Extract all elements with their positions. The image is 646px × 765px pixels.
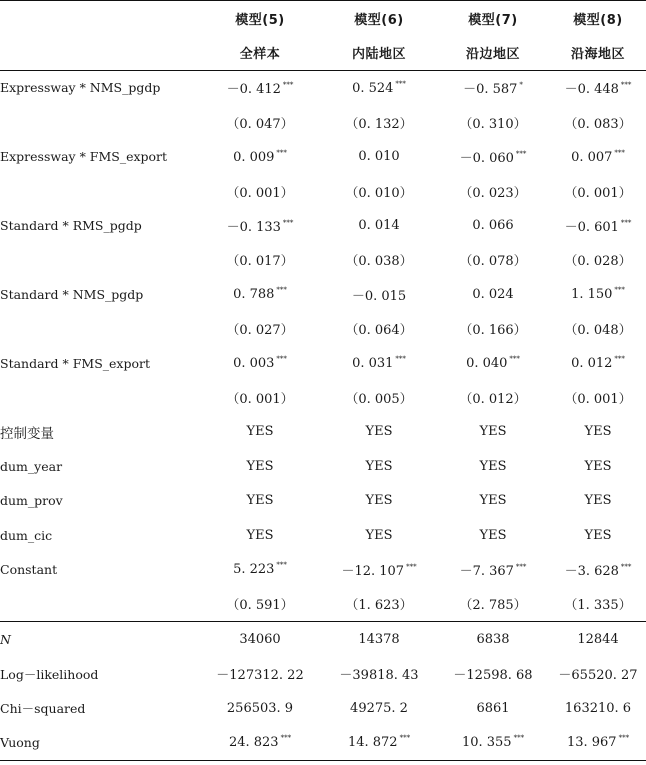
table-cell xyxy=(198,552,322,586)
significance-stars: *** xyxy=(614,355,625,364)
table-cell xyxy=(322,277,436,311)
table-cell xyxy=(436,312,550,346)
cell-value: （1. 623） xyxy=(345,598,413,614)
row-label: dum_cic xyxy=(0,527,53,543)
row-label xyxy=(0,105,198,139)
row-label: dum_prov xyxy=(0,493,63,509)
table-cell xyxy=(550,552,646,586)
cell-value: 6838 xyxy=(476,631,510,647)
significance-stars: *** xyxy=(509,355,520,364)
cell-value: YES xyxy=(584,424,612,440)
table-cell xyxy=(550,622,646,657)
table-cell xyxy=(436,70,550,105)
cell-value: 0. 014 xyxy=(358,218,400,234)
significance-stars: *** xyxy=(620,219,632,228)
cell-value: －0. 015 xyxy=(351,288,407,304)
table-row xyxy=(0,449,646,483)
table-cell xyxy=(198,346,322,380)
table-cell xyxy=(550,380,646,414)
table-row xyxy=(0,656,646,690)
table-cell xyxy=(322,105,436,139)
table-cell xyxy=(550,656,646,690)
table-row xyxy=(0,725,646,760)
cell-value: 0. 040 xyxy=(466,356,508,372)
table-body xyxy=(0,70,646,760)
table-cell xyxy=(198,587,322,622)
significance-stars: *** xyxy=(282,219,294,228)
cell-value: YES xyxy=(246,424,274,440)
significance-stars: *** xyxy=(513,734,525,743)
cell-value: （2. 785） xyxy=(459,598,527,614)
cell-value: 0. 007 xyxy=(571,149,613,165)
header-sample-full: 全样本 xyxy=(198,35,322,70)
cell-value: 0. 003 xyxy=(233,356,275,372)
cell-value: －127312. 22 xyxy=(216,668,304,684)
row-label xyxy=(0,380,198,414)
cell-value: 0. 009 xyxy=(233,149,275,165)
cell-value: YES xyxy=(365,493,393,509)
cell-value: （0. 001） xyxy=(564,391,632,407)
table-cell xyxy=(436,622,550,657)
table-cell xyxy=(322,415,436,449)
table-row xyxy=(0,105,646,139)
table-row xyxy=(0,312,646,346)
header-model-7: 模型(7) xyxy=(436,1,550,36)
cell-value: －0. 412 xyxy=(226,82,281,98)
table-cell xyxy=(550,691,646,725)
row-label xyxy=(0,243,198,277)
table-cell xyxy=(322,449,436,483)
cell-value: －3. 628 xyxy=(564,563,619,579)
table-cell xyxy=(436,243,550,277)
cell-value: 0. 031 xyxy=(352,356,394,372)
table-cell xyxy=(436,208,550,242)
table-cell xyxy=(322,70,436,105)
table-cell xyxy=(198,415,322,449)
table-cell xyxy=(436,552,550,586)
table-row xyxy=(0,483,646,517)
header-sample-border: 沿边地区 xyxy=(436,35,550,70)
cell-value: 12844 xyxy=(577,631,619,647)
cell-value: YES xyxy=(584,493,612,509)
cell-value: 0. 524 xyxy=(352,80,394,96)
table-cell xyxy=(550,415,646,449)
cell-value: 0. 010 xyxy=(358,149,400,165)
table-cell xyxy=(322,552,436,586)
cell-value: YES xyxy=(479,527,507,543)
table-cell xyxy=(550,105,646,139)
row-label: Expressway * FMS_export xyxy=(0,149,168,165)
table-row xyxy=(0,140,646,174)
table-row xyxy=(0,622,646,657)
row-label xyxy=(0,587,198,622)
table-cell xyxy=(198,725,322,760)
cell-value: －0. 587 xyxy=(463,82,518,98)
table-cell xyxy=(322,243,436,277)
table-cell xyxy=(550,243,646,277)
cell-value: （0. 064） xyxy=(345,323,413,339)
table-cell xyxy=(550,518,646,552)
table-cell xyxy=(550,346,646,380)
table-cell xyxy=(436,691,550,725)
table-cell xyxy=(198,70,322,105)
cell-value: 1. 150 xyxy=(571,287,613,303)
table-row xyxy=(0,243,646,277)
table-cell xyxy=(198,105,322,139)
cell-value: 0. 788 xyxy=(233,287,275,303)
table-cell xyxy=(322,518,436,552)
cell-value: （0. 132） xyxy=(345,116,413,132)
row-label xyxy=(0,174,198,208)
table-cell xyxy=(550,312,646,346)
significance-stars: *** xyxy=(620,81,632,90)
cell-value: 5. 223 xyxy=(233,562,275,578)
cell-value: 34060 xyxy=(239,631,281,647)
table-cell xyxy=(322,622,436,657)
significance-stars: *** xyxy=(276,355,287,364)
cell-value: －12598. 68 xyxy=(453,668,533,684)
significance-stars: *** xyxy=(620,562,632,571)
significance-stars: *** xyxy=(276,561,287,570)
row-label: 控制变量 xyxy=(0,425,54,442)
table-cell xyxy=(198,243,322,277)
cell-value: （0. 012） xyxy=(459,391,527,407)
cell-value: 14378 xyxy=(358,631,400,647)
row-label: dum_year xyxy=(0,458,63,474)
table-cell xyxy=(322,312,436,346)
table-cell xyxy=(436,380,550,414)
table-row xyxy=(0,277,646,311)
significance-stars: *** xyxy=(395,79,406,88)
cell-value: （0. 001） xyxy=(226,391,294,407)
row-label: Vuong xyxy=(0,725,198,760)
cell-value: －39818. 43 xyxy=(339,668,419,684)
table-cell xyxy=(198,622,322,657)
cell-value: YES xyxy=(479,424,507,440)
header-row-models xyxy=(0,1,646,36)
cell-value: （0. 017） xyxy=(226,254,294,270)
table-cell xyxy=(322,656,436,690)
cell-value: （0. 310） xyxy=(459,116,527,132)
cell-value: －0. 133 xyxy=(226,220,281,236)
cell-value: YES xyxy=(246,527,274,543)
significance-stars: * xyxy=(519,81,523,90)
table-cell xyxy=(322,174,436,208)
table-cell xyxy=(436,449,550,483)
cell-value: －0. 448 xyxy=(564,82,619,98)
table-cell xyxy=(322,587,436,622)
significance-stars: *** xyxy=(395,355,406,364)
row-label: Standard * NMS_pgdp xyxy=(0,286,144,302)
row-label: Log－likelihood xyxy=(0,666,99,682)
table-cell xyxy=(322,691,436,725)
row-label: Constant xyxy=(0,561,58,577)
table-cell xyxy=(550,140,646,174)
header-sample-inland: 内陆地区 xyxy=(322,35,436,70)
cell-value: 24. 823 xyxy=(228,735,279,751)
cell-value: （0. 023） xyxy=(459,185,527,201)
cell-value: －7. 367 xyxy=(459,563,514,579)
table-row xyxy=(0,346,646,380)
table-cell xyxy=(550,174,646,208)
cell-value: （0. 078） xyxy=(459,254,527,270)
table-cell xyxy=(550,587,646,622)
table-cell xyxy=(322,380,436,414)
table-cell xyxy=(436,174,550,208)
table-cell xyxy=(198,449,322,483)
header-model-8: 模型(8) xyxy=(550,1,646,36)
table-cell xyxy=(198,691,322,725)
table-row xyxy=(0,552,646,586)
cell-value: 0. 012 xyxy=(571,356,613,372)
table-cell xyxy=(550,70,646,105)
cell-value: YES xyxy=(365,424,393,440)
table-cell xyxy=(198,277,322,311)
table-row xyxy=(0,691,646,725)
row-label: Standard * RMS_pgdp xyxy=(0,218,142,234)
row-label: Chi－squared xyxy=(0,701,86,716)
cell-value: （1. 335） xyxy=(564,598,632,614)
cell-value: （0. 028） xyxy=(564,254,632,270)
table-cell xyxy=(550,208,646,242)
table-row xyxy=(0,208,646,242)
significance-stars: *** xyxy=(276,148,287,157)
cell-value: （0. 001） xyxy=(564,185,632,201)
header-model-6: 模型(6) xyxy=(322,1,436,36)
cell-value: （0. 166） xyxy=(459,323,527,339)
header-sample-coastal: 沿海地区 xyxy=(550,35,646,70)
table-cell xyxy=(436,346,550,380)
table-cell xyxy=(322,725,436,760)
header-corner-bottom xyxy=(0,35,198,70)
table-row xyxy=(0,70,646,105)
table-cell xyxy=(198,483,322,517)
cell-value: YES xyxy=(246,493,274,509)
significance-stars: *** xyxy=(276,286,287,295)
cell-value: 6861 xyxy=(476,700,510,716)
cell-value: －0. 060 xyxy=(459,151,514,167)
cell-value: YES xyxy=(246,458,274,474)
header-row-samples xyxy=(0,35,646,70)
row-label xyxy=(0,312,198,346)
table-cell xyxy=(322,208,436,242)
cell-value: YES xyxy=(584,527,612,543)
header-corner-top xyxy=(0,1,198,36)
cell-value: 49275. 2 xyxy=(350,700,408,716)
table-row xyxy=(0,174,646,208)
cell-value: －65520. 27 xyxy=(558,668,638,684)
cell-value: （0. 027） xyxy=(226,323,294,339)
table-cell xyxy=(322,346,436,380)
table-cell xyxy=(198,208,322,242)
header-model-5: 模型(5) xyxy=(198,1,322,36)
significance-stars: *** xyxy=(515,562,527,571)
cell-value: （0. 047） xyxy=(226,116,294,132)
table-row xyxy=(0,415,646,449)
significance-stars: *** xyxy=(280,734,292,743)
cell-value: 0. 066 xyxy=(472,218,514,234)
cell-value: 13. 967 xyxy=(566,735,617,751)
table-cell xyxy=(550,725,646,760)
table-cell xyxy=(550,449,646,483)
table-cell xyxy=(436,518,550,552)
table-cell xyxy=(322,483,436,517)
table-cell xyxy=(436,483,550,517)
table-cell xyxy=(436,415,550,449)
cell-value: 256503. 9 xyxy=(226,700,294,716)
table-cell xyxy=(198,656,322,690)
table-cell xyxy=(436,656,550,690)
cell-value: 10. 355 xyxy=(461,735,512,751)
cell-value: （0. 010） xyxy=(345,185,413,201)
row-label: Expressway * NMS_pgdp xyxy=(0,80,161,96)
cell-value: （0. 005） xyxy=(345,391,413,407)
significance-stars: *** xyxy=(406,562,417,571)
table-cell xyxy=(436,277,550,311)
cell-value: －12. 107 xyxy=(341,563,405,579)
cell-value: YES xyxy=(365,458,393,474)
table-cell xyxy=(198,174,322,208)
table-row xyxy=(0,380,646,414)
table-cell xyxy=(198,380,322,414)
cell-value: YES xyxy=(479,458,507,474)
cell-value: 0. 024 xyxy=(472,286,514,302)
table-cell xyxy=(436,587,550,622)
table-cell xyxy=(322,140,436,174)
table-cell xyxy=(198,312,322,346)
table-header xyxy=(0,1,646,71)
significance-stars: *** xyxy=(515,150,527,159)
table-cell xyxy=(436,140,550,174)
table-cell xyxy=(198,518,322,552)
cell-value: （0. 083） xyxy=(564,116,632,132)
significance-stars: *** xyxy=(399,734,411,743)
table-cell xyxy=(198,140,322,174)
cell-value: YES xyxy=(365,527,393,543)
row-label: Standard * FMS_export xyxy=(0,355,150,371)
cell-value: （0. 001） xyxy=(226,185,294,201)
table-cell xyxy=(550,277,646,311)
significance-stars: *** xyxy=(618,734,630,743)
cell-value: －0. 601 xyxy=(564,220,619,236)
row-label: N xyxy=(0,622,198,657)
cell-value: （0. 038） xyxy=(345,254,413,270)
cell-value: （0. 591） xyxy=(226,598,294,614)
cell-value: 163210. 6 xyxy=(564,700,632,716)
cell-value: YES xyxy=(479,493,507,509)
significance-stars: *** xyxy=(282,81,294,90)
table-row xyxy=(0,587,646,622)
cell-value: YES xyxy=(584,458,612,474)
cell-value: （0. 048） xyxy=(564,323,632,339)
significance-stars: *** xyxy=(614,286,625,295)
table-cell xyxy=(436,105,550,139)
cell-value: 14. 872 xyxy=(347,735,398,751)
table-row xyxy=(0,518,646,552)
table-cell xyxy=(550,483,646,517)
table-cell xyxy=(436,725,550,760)
significance-stars: *** xyxy=(614,148,625,157)
